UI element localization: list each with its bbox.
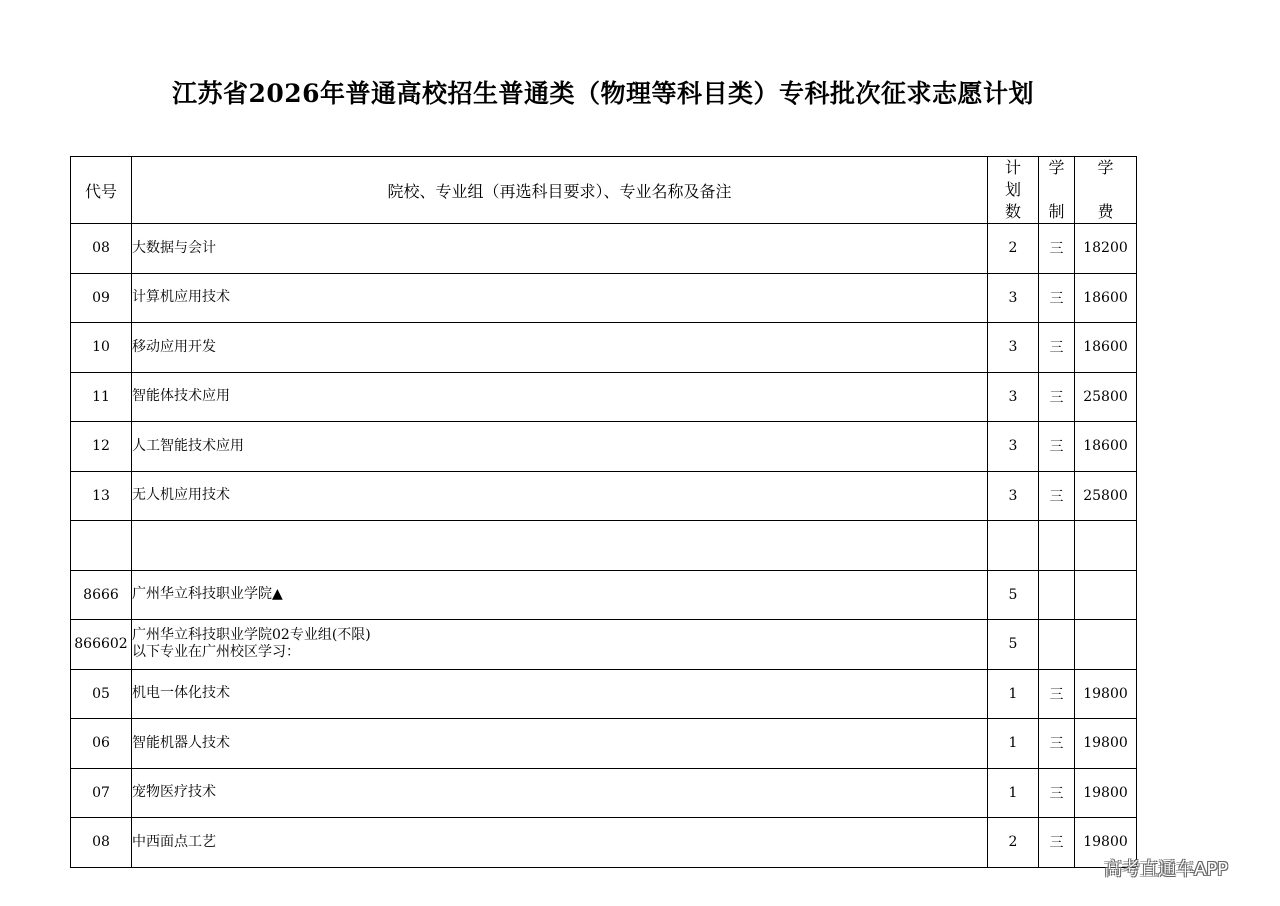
- cell-fee: [1075, 570, 1137, 620]
- cell-code: 13: [71, 471, 132, 521]
- cell-name-line: 计算机应用技术: [132, 289, 230, 306]
- cell-code: 07: [71, 768, 132, 818]
- cell-fee: 25800: [1075, 372, 1137, 422]
- cell-duration: [1039, 620, 1075, 670]
- cell-code: 12: [71, 422, 132, 472]
- cell-duration: 三: [1039, 669, 1075, 719]
- cell-code: 08: [71, 224, 132, 274]
- cell-name-line: 大数据与会计: [132, 239, 216, 256]
- cell-name: [132, 471, 988, 521]
- cell-fee: 19800: [1075, 768, 1137, 818]
- watermark: 高考直通车APP: [1104, 859, 1229, 880]
- cell-duration: 三: [1039, 719, 1075, 769]
- cell-fee: 19800: [1075, 719, 1137, 769]
- cell-name: [132, 570, 988, 620]
- cell-fee: 18600: [1075, 422, 1137, 472]
- cell-code: 10: [71, 323, 132, 373]
- cell-name-line: 机电一体化技术: [132, 685, 230, 702]
- header-fee: 学 费: [1075, 157, 1137, 224]
- cell-code: 11: [71, 372, 132, 422]
- cell-name: [132, 323, 988, 373]
- cell-plan: 1: [988, 669, 1039, 719]
- cell-code: 06: [71, 719, 132, 769]
- header-name: 院校、专业组（再选科目要求）、专业名称及备注: [132, 157, 988, 224]
- cell-fee: [1075, 620, 1137, 670]
- table-row: [71, 620, 1137, 670]
- cell-name-line: 智能机器人技术: [132, 734, 230, 751]
- cell-plan: 3: [988, 273, 1039, 323]
- cell-plan: 1: [988, 768, 1039, 818]
- cell-code: 8666: [71, 570, 132, 620]
- table-row: [71, 669, 1137, 719]
- page-title: 江苏省2026年普通高校招生普通类（物理等科目类）专科批次征求志愿计划: [171, 79, 1035, 108]
- cell-plan: 1: [988, 719, 1039, 769]
- cell-duration: 三: [1039, 273, 1075, 323]
- table-header-row: [71, 157, 1137, 224]
- cell-plan: 2: [988, 818, 1039, 868]
- cell-name: [132, 372, 988, 422]
- cell-duration: [1039, 521, 1075, 571]
- cell-name-line: 无人机应用技术: [132, 487, 230, 504]
- cell-name-line: 广州华立科技职业学院▲: [132, 586, 283, 603]
- cell-name: [132, 422, 988, 472]
- cell-code: 09: [71, 273, 132, 323]
- cell-duration: 三: [1039, 323, 1075, 373]
- table-row: [71, 323, 1137, 373]
- cell-name-line: 宠物医疗技术: [132, 784, 216, 801]
- table-row: [71, 372, 1137, 422]
- cell-fee: 18200: [1075, 224, 1137, 274]
- cell-plan: [988, 521, 1039, 571]
- cell-name-line: 以下专业在广州校区学习：: [132, 644, 300, 661]
- cell-duration: 三: [1039, 224, 1075, 274]
- header-plan: 计 划 数: [988, 157, 1039, 224]
- cell-code: [71, 521, 132, 571]
- cell-fee: 18600: [1075, 273, 1137, 323]
- cell-name-line: 中西面点工艺: [132, 833, 216, 850]
- cell-name: [132, 719, 988, 769]
- cell-name: [132, 521, 988, 571]
- cell-name: [132, 224, 988, 274]
- cell-fee: 19800: [1075, 818, 1137, 868]
- plan-table: [70, 156, 1137, 868]
- table-row: [71, 273, 1137, 323]
- cell-duration: 三: [1039, 372, 1075, 422]
- cell-plan: 5: [988, 620, 1039, 670]
- cell-fee: 25800: [1075, 471, 1137, 521]
- cell-duration: 三: [1039, 422, 1075, 472]
- cell-name: [132, 620, 988, 670]
- cell-name: [132, 273, 988, 323]
- cell-plan: 5: [988, 570, 1039, 620]
- cell-duration: [1039, 570, 1075, 620]
- cell-name-line: 广州华立科技职业学院02专业组(不限): [132, 627, 371, 644]
- cell-plan: 3: [988, 422, 1039, 472]
- cell-plan: 3: [988, 323, 1039, 373]
- table-row: [71, 224, 1137, 274]
- cell-duration: 三: [1039, 471, 1075, 521]
- cell-name: [132, 669, 988, 719]
- cell-fee: [1075, 521, 1137, 571]
- cell-duration: 三: [1039, 768, 1075, 818]
- table-row: [71, 768, 1137, 818]
- cell-name: [132, 818, 988, 868]
- table-row: [71, 422, 1137, 472]
- table-row: [71, 570, 1137, 620]
- cell-plan: 3: [988, 372, 1039, 422]
- header-duration: 学 制: [1039, 157, 1075, 224]
- table-row: [71, 471, 1137, 521]
- cell-fee: 18600: [1075, 323, 1137, 373]
- table-row: [71, 521, 1137, 571]
- cell-name: [132, 768, 988, 818]
- cell-duration: 三: [1039, 818, 1075, 868]
- table-row: [71, 818, 1137, 868]
- table-row: [71, 719, 1137, 769]
- cell-plan: 2: [988, 224, 1039, 274]
- header-code: 代号: [71, 157, 132, 224]
- cell-fee: 19800: [1075, 669, 1137, 719]
- cell-code: 05: [71, 669, 132, 719]
- cell-code: 08: [71, 818, 132, 868]
- cell-code: 866602: [71, 620, 132, 670]
- cell-name-line: 智能体技术应用: [132, 388, 230, 405]
- cell-plan: 3: [988, 471, 1039, 521]
- cell-name-line: 人工智能技术应用: [132, 437, 244, 454]
- cell-name-line: 移动应用开发: [132, 338, 216, 355]
